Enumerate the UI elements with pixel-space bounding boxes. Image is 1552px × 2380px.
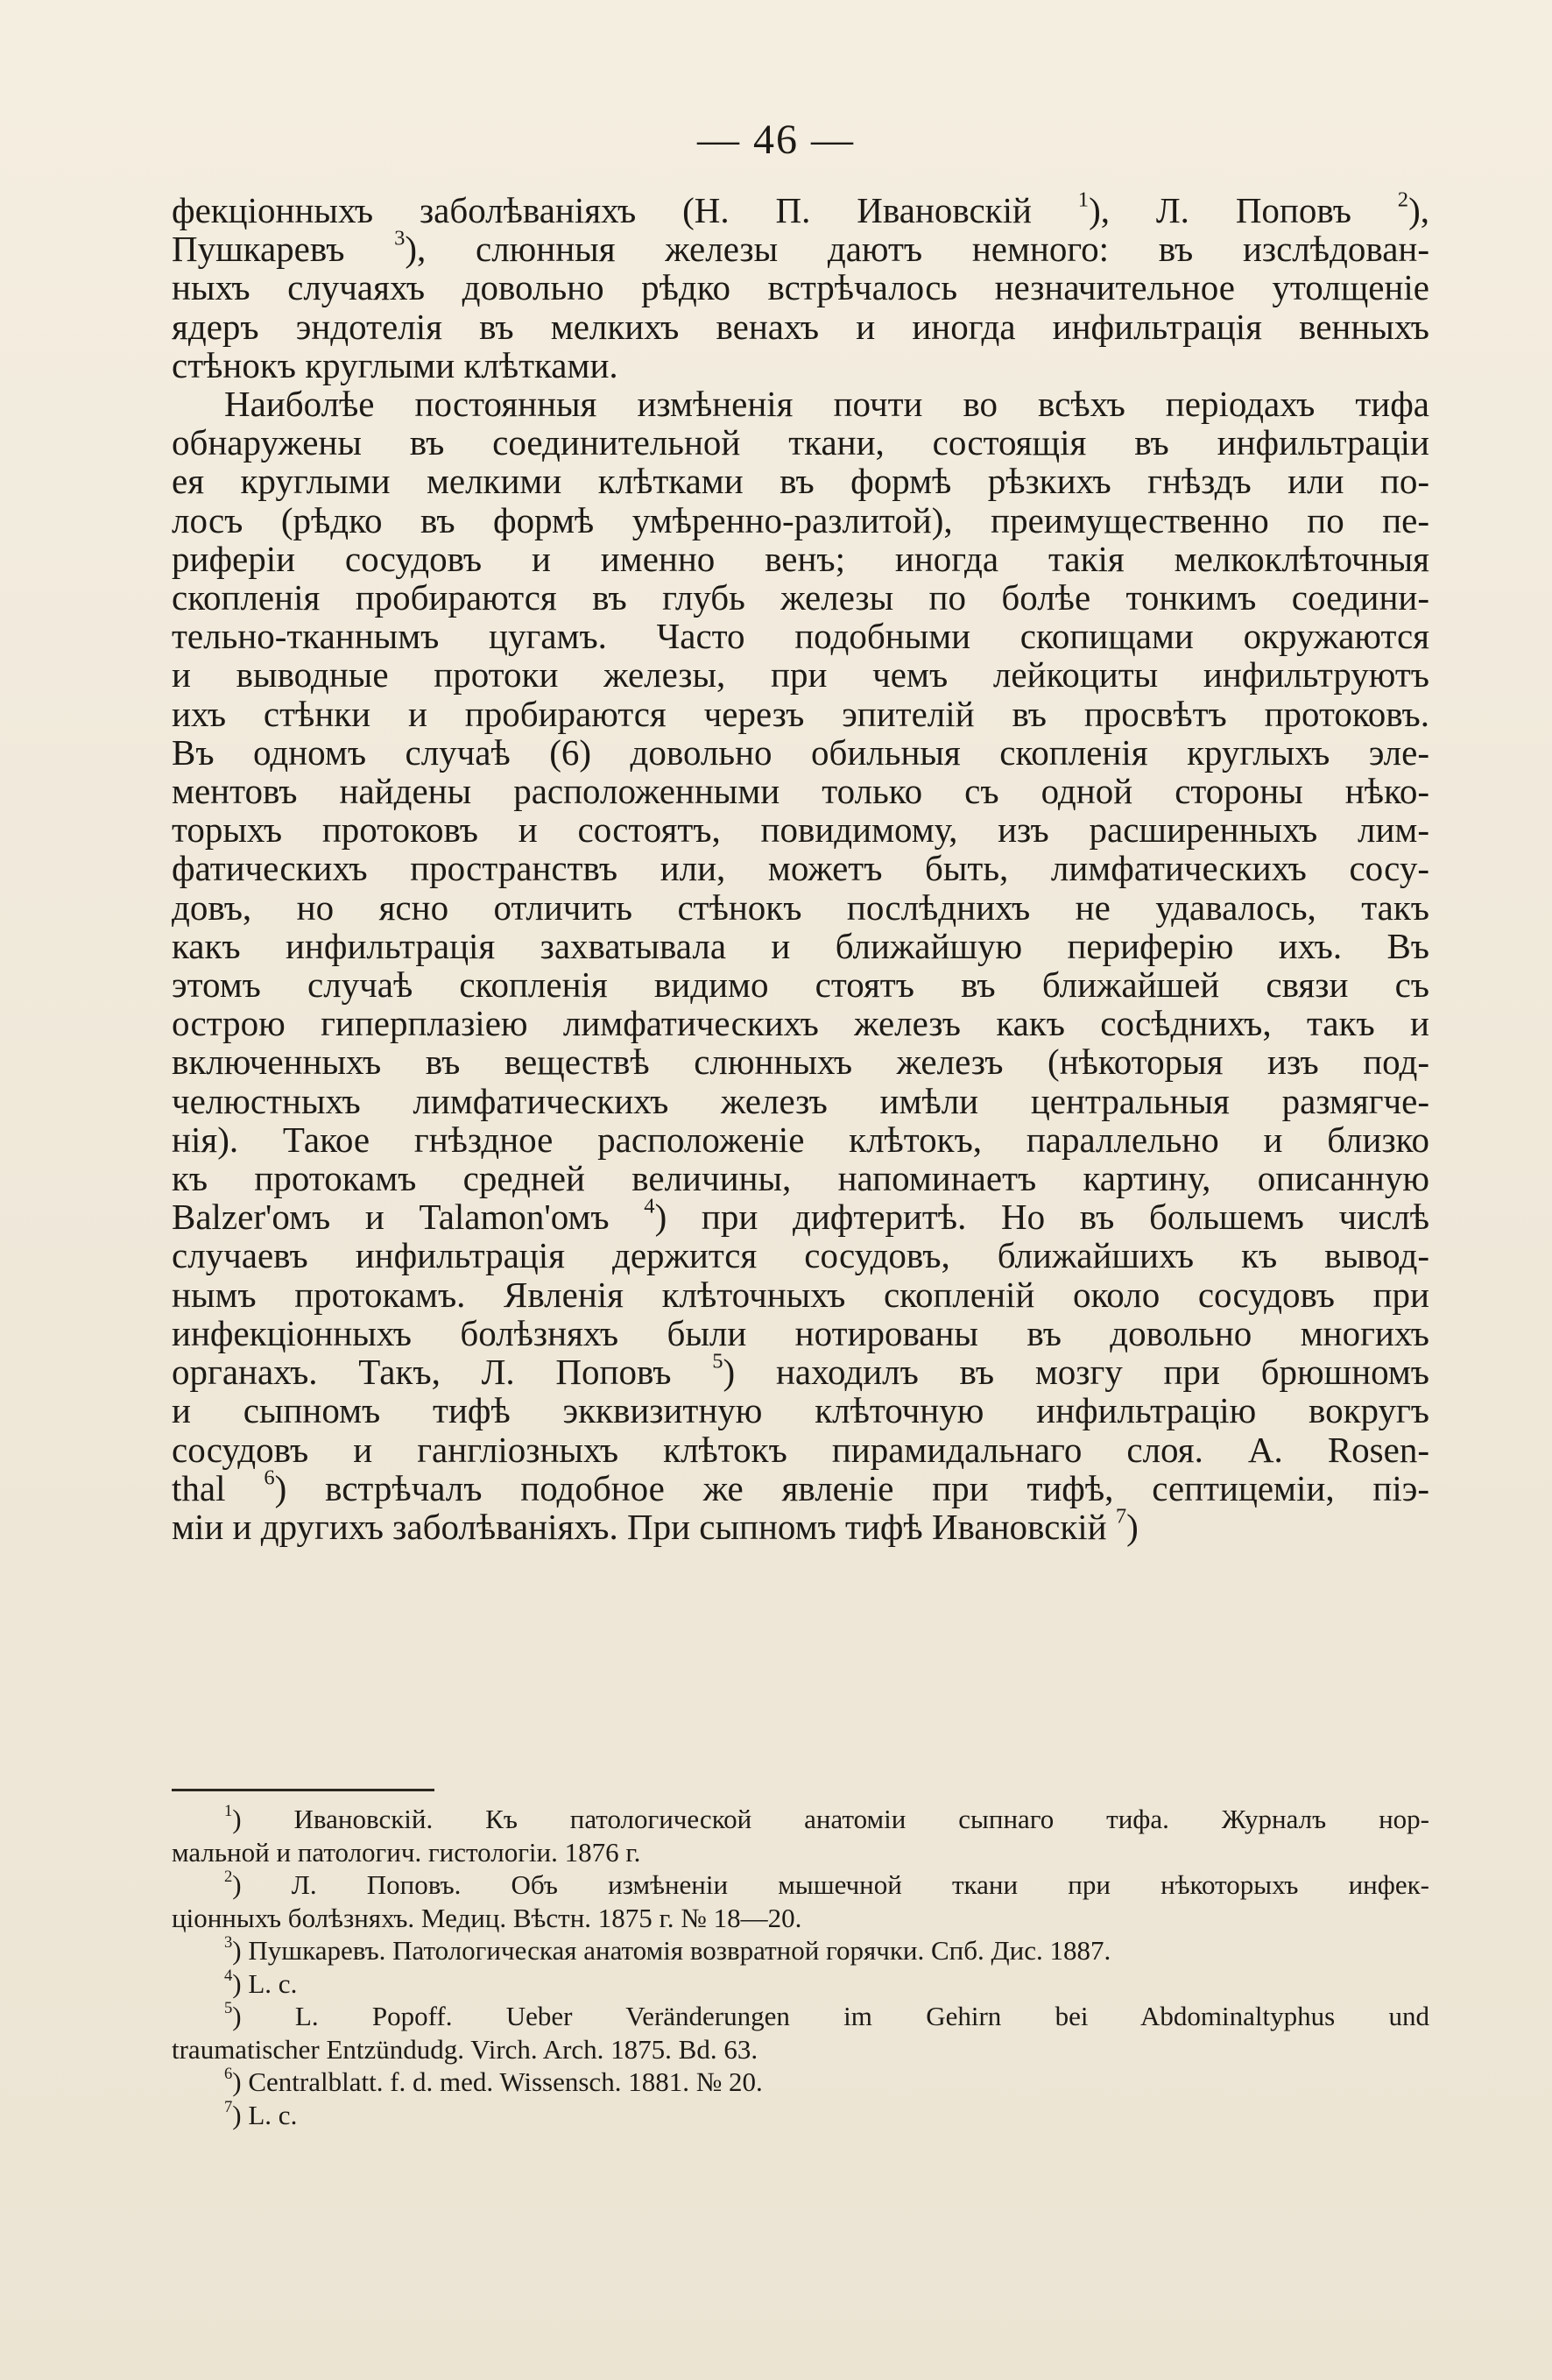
text-run: ментовъ найдены расположенными только съ одной стороны нѣко- bbox=[172, 771, 1429, 812]
text-run: thal bbox=[172, 1467, 265, 1508]
footnote-marker: 7 bbox=[224, 2097, 233, 2116]
text-run: обнаружены въ соединительной ткани, состоящія въ инфильтраціи bbox=[172, 422, 1429, 463]
footnote-continuation bbox=[172, 1836, 1429, 1869]
body-line bbox=[172, 268, 1429, 307]
text-run: ) встрѣчалъ подобное же явленіе при тифѣ, септицеміи, піэ- bbox=[274, 1467, 1429, 1508]
footnote-marker: 3 bbox=[224, 1933, 233, 1953]
text-run: ) находилъ въ мозгу при брюшномъ bbox=[723, 1352, 1430, 1393]
text-run: нія). Такое гнѣздное расположеніе клѣтокъ, параллельно и близко bbox=[172, 1119, 1429, 1160]
footnote-marker: 4 bbox=[224, 1966, 233, 1985]
body-line bbox=[172, 187, 1429, 230]
text-run: сосудовъ и ганглiозныхъ клѣтокъ пирамидальнаго слоя. A. Rosen- bbox=[172, 1429, 1429, 1470]
text-run: фатическихъ пространствъ или, можетъ быть, лимфатическихъ сосу- bbox=[172, 848, 1429, 889]
footnote-rule bbox=[172, 1789, 434, 1791]
text-run: ) Пушкаревъ. Патологическая анатомія возвратной горячки. Спб. Дис. 1887. bbox=[232, 1935, 1111, 1966]
footnote-marker: 3 bbox=[394, 226, 406, 251]
footnote-item bbox=[172, 1803, 1429, 1836]
body-line bbox=[172, 695, 1429, 733]
text-run: Balzer'омъ и Talamon'омъ bbox=[172, 1197, 645, 1238]
body-line bbox=[172, 1120, 1429, 1159]
body-text bbox=[172, 187, 1430, 1547]
text-run: Наиболѣе постоянныя измѣненія почти во всѣхъ періодахъ тифа bbox=[224, 384, 1429, 425]
footnote-marker: 1 bbox=[1077, 187, 1090, 212]
text-run: острою гиперплазіею лимфатическихъ железъ какъ сосѣднихъ, такъ и bbox=[172, 1003, 1429, 1044]
body-line bbox=[172, 1504, 1429, 1547]
text-run: Въ одномъ случаѣ (6) довольно обильныя скопленія круглыхъ эле- bbox=[172, 731, 1429, 773]
body-line bbox=[172, 1349, 1430, 1393]
text-run: traumatischer Entzündudg. Virch. Arch. 1875. Bd. 63. bbox=[172, 2033, 758, 2065]
body-line bbox=[172, 617, 1429, 655]
text-run: міи и другихъ заболѣваніяхъ. При сыпномъ тифѣ Ивановскій bbox=[172, 1506, 1116, 1547]
text-run: и выводные протоки железы, при чемъ лейкоциты инфильтруютъ bbox=[172, 654, 1429, 696]
footnote-marker: 6 bbox=[224, 2065, 233, 2084]
text-run: ) L. c. bbox=[232, 2099, 298, 2130]
body-line bbox=[172, 423, 1429, 462]
text-run: ), bbox=[1408, 190, 1429, 230]
body-line bbox=[172, 540, 1429, 578]
body-line bbox=[172, 927, 1429, 965]
text-run: ), Л. Поповъ bbox=[1089, 190, 1398, 230]
text-run: мальной и патологич. гистологіи. 1876 г. bbox=[172, 1836, 641, 1868]
footnote-marker: 1 bbox=[224, 1802, 233, 1821]
body-line bbox=[172, 810, 1429, 849]
body-line bbox=[172, 1082, 1429, 1120]
text-run: инфекціонныхъ болѣзняхъ были нотированы въ довольно многихъ bbox=[172, 1312, 1429, 1353]
body-line bbox=[172, 965, 1429, 1004]
text-run: и сыпномъ тифѣ экквизитную клѣточную инфильтрацію вокругъ bbox=[172, 1390, 1429, 1431]
text-run: Пушкаревъ bbox=[172, 229, 395, 270]
body-line bbox=[172, 1042, 1429, 1081]
footnote-marker: 2 bbox=[1397, 187, 1409, 212]
text-run: ), слюнныя железы даютъ немного: въ изслѣдован- bbox=[405, 229, 1429, 270]
text-run: ядеръ эндотелія въ мелкихъ венахъ и иногда инфильтрація венныхъ bbox=[172, 306, 1429, 347]
text-run: ціонныхъ болѣзняхъ. Медиц. Вѣстн. 1875 г. № 18—20. bbox=[172, 1902, 802, 1933]
text-run: ) L. Popoff. Ueber Veränderungen im Gehirn bei Abdominaltyphus und bbox=[232, 2001, 1429, 2031]
text-run: къ протокамъ средней величины, напоминаетъ картину, описанную bbox=[172, 1158, 1429, 1199]
body-line bbox=[172, 346, 1429, 385]
body-line bbox=[172, 1430, 1429, 1469]
body-line bbox=[172, 1236, 1429, 1275]
body-line bbox=[172, 1314, 1429, 1352]
text-run: ) при дифтеритѣ. Но въ большемъ числѣ bbox=[654, 1197, 1429, 1238]
footnote-item bbox=[172, 2066, 1429, 2099]
body-line bbox=[172, 385, 1429, 423]
text-run: этомъ случаѣ скопленія видимо стоятъ въ ближайшей связи съ bbox=[172, 964, 1429, 1006]
text-run: стѣнокъ круглыми клѣтками. bbox=[172, 344, 618, 385]
text-run: скопленія пробираются въ глубь железы по болѣе тонкимъ соедини- bbox=[172, 577, 1429, 618]
body-line bbox=[172, 1194, 1429, 1238]
text-run: ) bbox=[1126, 1506, 1139, 1547]
text-run: торыхъ протоковъ и состоятъ, повидимому, изъ расширенныхъ лим- bbox=[172, 809, 1429, 851]
text-run: органахъ. Такъ, Л. Поповъ bbox=[172, 1352, 713, 1393]
text-run: включенныхъ въ веществѣ слюнныхъ железъ (нѣкоторыя изъ под- bbox=[172, 1042, 1429, 1083]
text-run: довъ, но ясно отличить стѣнокъ послѣднихъ не удавалось, такъ bbox=[172, 886, 1429, 928]
footnote-item bbox=[172, 1967, 1429, 2001]
text-run: риферіи сосудовъ и именно венъ; иногда такія мелкоклѣточныя bbox=[172, 538, 1429, 579]
body-line bbox=[172, 655, 1429, 694]
body-line bbox=[172, 307, 1429, 346]
footnote-marker: 6 bbox=[264, 1465, 275, 1490]
text-run: нымъ протокамъ. Явленія клѣточныхъ скопленій около сосудовъ при bbox=[172, 1274, 1429, 1315]
footnote-marker: 7 bbox=[1115, 1504, 1127, 1529]
body-line bbox=[172, 1275, 1429, 1314]
footnote-continuation bbox=[172, 2033, 1429, 2066]
text-run: ) Ивановскій. Къ патологической анатоміи сыпнаго тифа. Журналъ нор- bbox=[232, 1804, 1429, 1834]
body-line bbox=[172, 888, 1429, 927]
text-run: ея круглыми мелкими клѣтками въ формѣ рѣзкихъ гнѣздъ или по- bbox=[172, 461, 1429, 502]
text-run: тельно-тканнымъ цугамъ. Часто подобными скопищами окружаются bbox=[172, 616, 1429, 657]
body-line bbox=[172, 226, 1429, 270]
text-run: ныхъ случаяхъ довольно рѣдко встрѣчалось незначительное утолщеніе bbox=[172, 267, 1429, 308]
body-line bbox=[172, 462, 1429, 500]
footnote-marker: 4 bbox=[644, 1194, 655, 1218]
text-run: челюстныхъ лимфатическихъ железъ имѣли центральныя размягче- bbox=[172, 1080, 1429, 1121]
body-line bbox=[172, 1391, 1429, 1430]
text-run: ) Л. Поповъ. Объ измѣненіи мышечной ткани при нѣкоторыхъ инфек- bbox=[232, 1869, 1429, 1900]
footnote-marker: 2 bbox=[224, 1868, 233, 1887]
text-run: случаевъ инфильтрація держится сосудовъ, ближайшихъ къ вывод- bbox=[172, 1235, 1429, 1276]
body-line bbox=[172, 1465, 1429, 1508]
page-number: — 46 — bbox=[697, 117, 855, 163]
text-run: ) L. c. bbox=[232, 1967, 298, 1999]
footnote-item bbox=[172, 2099, 1429, 2132]
text-run: лосъ (рѣдко въ формѣ умѣренно-разлитой), преимущественно по пе- bbox=[172, 499, 1429, 540]
body-line bbox=[172, 733, 1429, 772]
text-run: ) Centralblatt. f. d. med. Wissensch. 1881. № 20. bbox=[232, 2066, 763, 2097]
footnote-continuation bbox=[172, 1902, 1429, 1935]
text-run: ихъ стѣнки и пробираются черезъ эпителій въ просвѣтъ протоковъ. bbox=[172, 693, 1429, 734]
body-line bbox=[172, 849, 1429, 887]
footnote-item bbox=[172, 1868, 1429, 1902]
body-line bbox=[172, 578, 1429, 617]
body-line bbox=[172, 772, 1429, 810]
footnote-item bbox=[172, 2000, 1429, 2033]
footnote-item bbox=[172, 1934, 1429, 1967]
body-line bbox=[172, 1159, 1429, 1197]
footnotes bbox=[172, 1803, 1429, 2131]
body-line bbox=[172, 501, 1429, 540]
body-line bbox=[172, 1004, 1429, 1042]
footnote-marker: 5 bbox=[224, 1999, 233, 2018]
text-run: какъ инфильтрація захватывала и ближайшую периферію ихъ. Въ bbox=[172, 925, 1429, 966]
footnote-marker: 5 bbox=[712, 1349, 723, 1374]
text-run: фекціонныхъ заболѣваніяхъ (Н. П. Ивановскій bbox=[172, 190, 1078, 230]
